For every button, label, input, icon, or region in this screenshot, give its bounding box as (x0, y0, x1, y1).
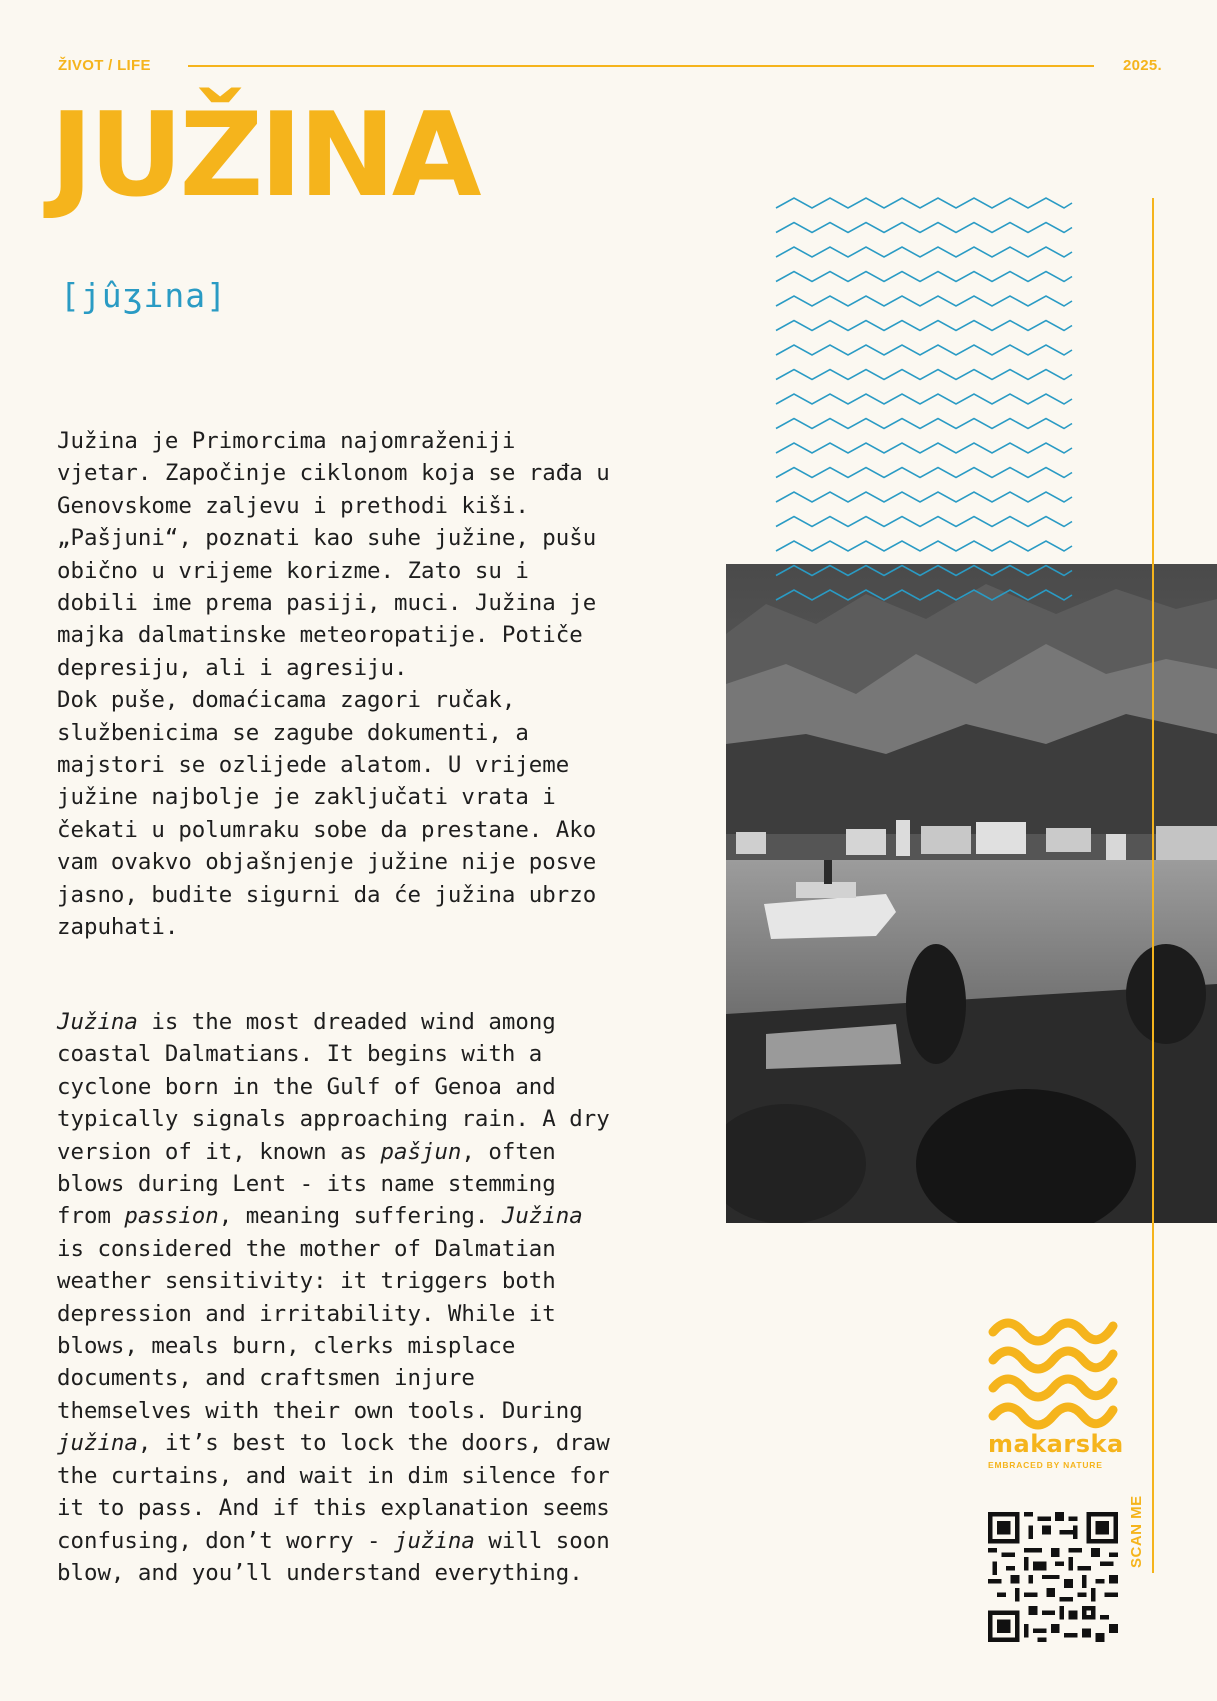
text-segment: is the most dreaded wind among coastal Dalmatians. It begins with a cyclone born in the Gulf of Genoa and typically signals approaching rain. A dry version of it, known as (57, 1009, 610, 1165)
term-juzina: Južina (501, 1203, 583, 1230)
page-title: JUŽINA (50, 88, 478, 223)
body-english (57, 1006, 617, 1589)
zigzag-wave-pattern (774, 196, 1074, 621)
text-segment: , meaning suffering. (218, 1203, 502, 1230)
header-divider (188, 65, 1094, 67)
logo-waves-icon (988, 1310, 1118, 1430)
term-juzina: južina (394, 1527, 475, 1554)
pronunciation: [jûʒina] (60, 276, 227, 315)
term-passion: passion (124, 1203, 219, 1230)
qr-code[interactable] (988, 1512, 1118, 1642)
vertical-accent-line (1152, 198, 1154, 1573)
logo-tagline: EMBRACED BY NATURE (988, 1460, 1103, 1470)
text-segment: , often blows during Lent - its name stemming from (57, 1138, 556, 1230)
text-segment: , it’s best to lock the doors, draw the curtains, and wait in dim silence for it to pass. And if this explanation seems confusing, don’t worry - (57, 1430, 610, 1554)
term-pasjun: pašjun (380, 1138, 462, 1165)
paragraph-hr-1: Južina je Primorcima najomraženiji vjetar. Započinje ciklonom koja se rađa u Genovskome zaljevu i prethodi kiši. „Pašjuni“, poznati kao suhe južine, pušu obično u vrijeme korizme. Zato su i dobili ime prema pasiji, muci. Južina je majka dalmatinske meteoropatije. Potiče depresiju, ali i agresiju. (57, 428, 610, 681)
section-label: ŽIVOT / LIFE (58, 57, 151, 74)
historic-harbor-photo (726, 564, 1217, 1223)
makarska-logo (988, 1310, 1124, 1470)
paragraph-hr-2: Dok puše, domaćicama zagori ručak, službenicima se zagube dokumenti, a majstori se ozlijede alatom. U vrijeme južine najbolje je zaključati vrata i čekati u polumraku sobe da prestane. Ako vam ovakvo objašnjenje južine nije posve jasno, budite sigurni da će južina ubrzo zapuhati. (57, 687, 597, 941)
year-label: 2025. (1122, 57, 1162, 74)
logo-name: makarska (988, 1430, 1124, 1458)
scan-me-label: SCAN ME (1128, 1495, 1145, 1568)
text-segment: is considered the mother of Dalmatian weather sensitivity: it triggers both depression and irritability. While it blows, meals burn, clerks misplace documents, and craftsmen injure themselves with their own tools. During (57, 1235, 583, 1424)
text-segment: will soon blow, and you’ll understand everything. (57, 1527, 610, 1586)
paragraph-en (57, 1006, 617, 1589)
term-juzina: Južina (57, 1009, 138, 1035)
top-bar (58, 54, 1162, 78)
term-juzina: južina (57, 1430, 138, 1457)
body-croatian (57, 425, 617, 944)
